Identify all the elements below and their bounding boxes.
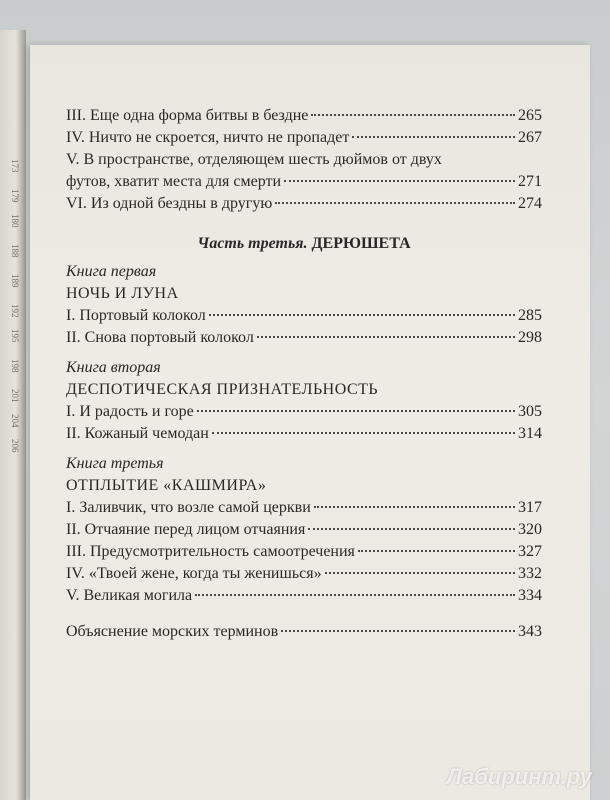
toc-entry-title: III. Еще одна форма битвы в бездне <box>66 107 309 124</box>
toc-entry-title: IV. Ничто не скроется, ничто не пропадет <box>66 129 350 146</box>
toc-entry-title: III. Предусмотрительность самоотречения <box>66 543 355 560</box>
dot-leader <box>275 202 515 204</box>
toc-entry-page: 265 <box>518 107 542 124</box>
toc-entry-title: Объяснение морских терминов <box>66 623 279 640</box>
toc-entry <box>66 401 542 423</box>
toc-entry-page: 320 <box>518 521 542 538</box>
toc-entry-title: VI. Из одной бездны в другую <box>66 195 273 212</box>
book-title: НОЧЬ И ЛУНА <box>66 285 179 302</box>
toc-entry-page: 274 <box>518 195 542 212</box>
toc-entry-title: II. Снова портовый колокол <box>66 329 254 346</box>
dot-leader <box>197 410 515 412</box>
margin-number: 204 <box>10 414 20 428</box>
toc-entry <box>66 519 542 541</box>
dot-leader <box>209 314 515 316</box>
toc-entry <box>66 127 542 149</box>
margin-number: 192 <box>10 304 20 318</box>
margin-number: 179 <box>10 189 20 203</box>
dot-leader <box>281 630 515 632</box>
toc-entry-page: 305 <box>518 403 542 420</box>
toc-entry-page: 332 <box>518 565 542 582</box>
book-title: ДЕСПОТИЧЕСКАЯ ПРИЗНАТЕЛЬНОСТЬ <box>66 381 379 398</box>
margin-number: 173 <box>10 159 20 173</box>
toc-entry-page: 334 <box>518 587 542 604</box>
book-label: Книга третья <box>66 455 164 472</box>
spacer <box>66 607 542 621</box>
toc-entry-glossary <box>66 621 542 643</box>
margin-number: 180 <box>10 214 20 228</box>
toc-entry-page: 298 <box>518 329 542 346</box>
toc-entry-title: II. Отчаяние перед лицом отчаяния <box>66 521 306 538</box>
dot-leader <box>358 550 515 552</box>
toc-entry <box>66 105 542 127</box>
toc-entry-title: I. Портовый колокол <box>66 307 206 324</box>
toc-entry <box>66 171 542 193</box>
left-page-edge <box>0 30 26 800</box>
toc-entry-title: II. Кожаный чемодан <box>66 425 209 442</box>
dot-leader <box>314 506 515 508</box>
dot-leader <box>325 572 515 574</box>
toc-entry-page: 327 <box>518 543 542 560</box>
toc-entry <box>66 423 542 445</box>
dot-leader <box>212 432 515 434</box>
dot-leader <box>311 114 515 116</box>
toc-entry <box>66 305 542 327</box>
table-of-contents <box>66 105 542 643</box>
margin-number: 206 <box>10 439 20 453</box>
dot-leader <box>257 336 515 338</box>
toc-entry <box>66 541 542 563</box>
toc-entry-page: 314 <box>518 425 542 442</box>
margin-number: 201 <box>10 389 20 403</box>
toc-entry-page: 271 <box>518 173 542 190</box>
toc-entry <box>66 563 542 585</box>
toc-entry <box>66 193 542 215</box>
dot-leader <box>284 180 515 182</box>
toc-entry-title: I. И радость и горе <box>66 403 194 420</box>
margin-number: 198 <box>10 359 20 373</box>
book-page <box>30 45 590 800</box>
toc-entry-page: 317 <box>518 499 542 516</box>
margin-number: 189 <box>10 274 20 288</box>
book-title: ОТПЛЫТИЕ «КАШМИРА» <box>66 477 267 494</box>
toc-entry-page: 343 <box>518 623 542 640</box>
toc-entry <box>66 585 542 607</box>
toc-entry <box>66 327 542 349</box>
toc-entry-title: V. Великая могила <box>66 587 193 604</box>
toc-entry-title: футов, хватит места для смерти <box>66 173 282 190</box>
dot-leader <box>352 136 515 138</box>
dot-leader <box>308 528 515 530</box>
margin-number: 195 <box>10 329 20 343</box>
toc-entry-page: 267 <box>518 129 542 146</box>
watermark-logo: Лабиринт.ру <box>446 764 592 789</box>
part-prefix: Часть третья. <box>197 235 308 252</box>
part-heading <box>66 235 542 253</box>
toc-entry <box>66 497 542 519</box>
margin-number: 188 <box>10 244 20 258</box>
dot-leader <box>195 594 515 596</box>
toc-entry-first-line: V. В пространстве, отделяющем шесть дюймов от двух <box>66 151 442 168</box>
toc-entry-page: 285 <box>518 307 542 324</box>
toc-entry-title: IV. «Твоей жене, когда ты женишься» <box>66 565 322 582</box>
book-label: Книга первая <box>66 263 157 280</box>
book-label: Книга вторая <box>66 359 161 376</box>
toc-entry-title: I. Заливчик, что возле самой церкви <box>66 499 311 516</box>
part-title: ДЕРЮШЕТА <box>311 235 411 252</box>
